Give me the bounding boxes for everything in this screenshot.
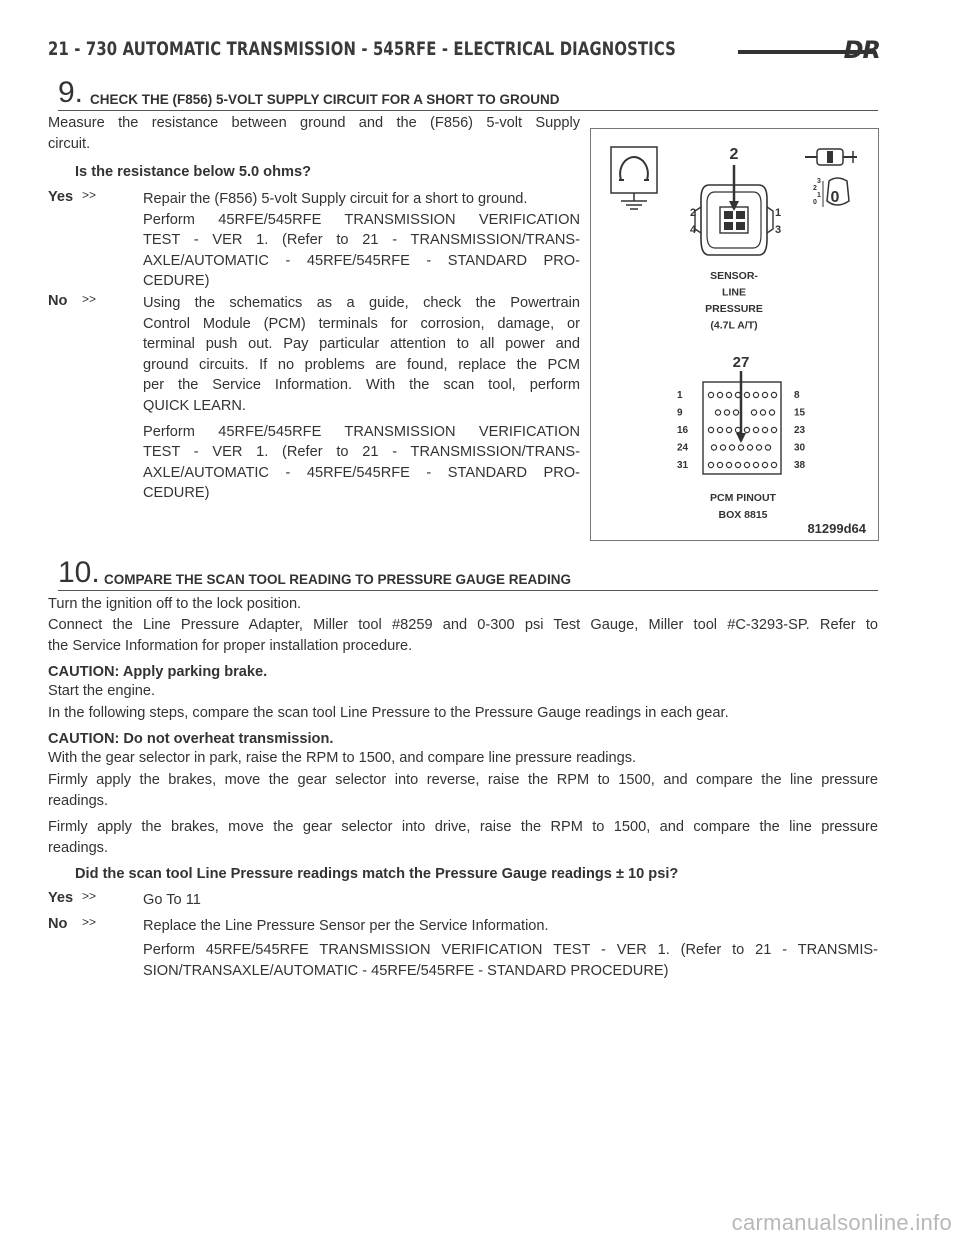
svg-text:0: 0 <box>830 189 840 206</box>
text-line: per the Service Information. With the scan tool, perform <box>143 377 580 394</box>
pcm-pin-hole <box>762 427 767 432</box>
text-line: CEDURE) <box>143 273 210 290</box>
text-line: TEST - VER 1. (Refer to 21 - TRANSMISSION/TRANS- <box>143 232 580 249</box>
text-line: terminal push out. Pay particular attention to all power and <box>143 336 580 353</box>
callout-27: 27 <box>732 354 750 371</box>
text-line: ground circuits. If no problems are found, replace the PCM <box>143 356 580 373</box>
caution-parking-brake: CAUTION: Apply parking brake. <box>48 664 268 680</box>
arrow-icon: >> <box>82 889 97 903</box>
no-label: No <box>48 916 68 932</box>
sensor-connector <box>695 165 773 255</box>
pcm-pin-hole <box>751 410 756 415</box>
pcm-pin-hole <box>708 427 713 432</box>
pcm-pin-hole <box>724 410 729 415</box>
pcm-pin-left: 31 <box>677 460 689 471</box>
meter-scale-tick: 3 <box>817 178 821 185</box>
step-10-yes-text: Go To 11 <box>143 892 201 908</box>
pcm-pin-right: 30 <box>794 442 806 454</box>
step-10-p6-line1: Firmly apply the brakes, move the gear selector into reverse, raise the RPM to 1500, and compare the line pressure <box>48 772 878 788</box>
arrow-icon: >> <box>82 188 97 202</box>
pcm-pin-hole <box>765 445 770 450</box>
step-10-p1: Turn the ignition off to the lock position. <box>48 596 302 612</box>
pcm-pin-hole <box>726 427 731 432</box>
pcm-pin-hole <box>717 392 722 397</box>
wiring-figure <box>590 128 879 541</box>
pcm-pin-hole <box>744 392 749 397</box>
pcm-pin-hole <box>769 410 774 415</box>
meter-scale-tick: 1 <box>817 192 821 199</box>
meter-scale-icon <box>823 178 849 207</box>
pcm-pin-hole <box>747 445 752 450</box>
sensor-pin-label: 1 <box>774 207 782 219</box>
pcm-pin-hole <box>726 462 731 467</box>
step-10-p3: Start the engine. <box>48 683 156 699</box>
pcm-label-line: PCM PINOUT <box>710 492 776 504</box>
sensor-pin-label: 4 <box>689 224 697 236</box>
step-10-p2-line1: Connect the Line Pressure Adapter, Miller tool #8259 and 0-300 psi Test Gauge, Miller tool #C-3293-SP. Refer to <box>48 617 878 633</box>
step-10-question: Did the scan tool Line Pressure readings match the Pressure Gauge readings ± 10 psi? <box>75 866 679 882</box>
pcm-pin-hole <box>756 445 761 450</box>
pcm-pin-left: 16 <box>677 425 689 436</box>
pcm-pin-right: 23 <box>794 425 806 436</box>
header-model: DR <box>843 36 880 64</box>
sensor-label-line: (4.7L A/T) <box>710 319 758 332</box>
pcm-pin-right: 38 <box>794 460 806 471</box>
pcm-pin-hole <box>760 410 765 415</box>
sensor-pin-label: 3 <box>774 224 782 236</box>
text-line: Perform 45RFE/545RFE TRANSMISSION VERIFICATION <box>143 423 580 440</box>
step-10-title: COMPARE THE SCAN TOOL READING TO PRESSURE GAUGE READING <box>104 572 572 587</box>
step-10-p2-line2: the Service Information for proper installation procedure. <box>48 638 413 654</box>
step-10-p7-line2: readings. <box>48 840 109 856</box>
pcm-label-line: BOX 8815 <box>718 509 768 521</box>
pcm-pin-hole <box>711 445 716 450</box>
yes-label: Yes <box>48 890 74 906</box>
text-line: AXLE/AUTOMATIC - 45RFE/545RFE - STANDARD PRO- <box>143 464 580 481</box>
meter-scale-tick: 2 <box>813 185 817 192</box>
step-9-intro-line1: Measure the resistance between ground and the (F856) 5-volt Supply <box>48 115 580 131</box>
page-header <box>48 38 880 68</box>
pcm-pin-hole <box>738 445 743 450</box>
text-line: QUICK LEARN. <box>143 398 246 414</box>
step-9-number: 9. <box>58 76 84 109</box>
pcm-pin-hole <box>720 445 725 450</box>
step-9-intro-line2: circuit. <box>48 136 91 152</box>
pcm-pin-hole <box>771 392 776 397</box>
caution-overheat: CAUTION: Do not overheat transmission. <box>48 731 334 747</box>
pcm-pin-hole <box>717 462 722 467</box>
sensor-label-line: PRESSURE <box>705 303 763 315</box>
text-line: CEDURE) <box>143 485 210 502</box>
step-10-heading <box>58 556 878 591</box>
pcm-pin-hole <box>735 462 740 467</box>
pcm-pin-left: 9 <box>677 407 683 419</box>
probe-icon <box>805 149 857 165</box>
pcm-pin-hole <box>708 462 713 467</box>
header-title: 21 - 730 AUTOMATIC TRANSMISSION - 545RFE - ELECTRICAL DIAGNOSTICS <box>48 38 676 60</box>
pcm-pin-hole <box>733 410 738 415</box>
pcm-pin-right: 15 <box>794 407 806 419</box>
text-line: AXLE/AUTOMATIC - 45RFE/545RFE - STANDARD PRO- <box>143 252 580 269</box>
step-10-yes <box>48 888 97 909</box>
step-10-no-line1: Replace the Line Pressure Sensor per the Service Information. <box>143 918 549 934</box>
step-9-question: Is the resistance below 5.0 ohms? <box>75 164 312 180</box>
step-10-no <box>48 914 97 935</box>
step-10-p7-line1: Firmly apply the brakes, move the gear selector into drive, raise the RPM to 1500, and compare the line pressure <box>48 819 878 835</box>
arrow-icon: >> <box>82 915 97 929</box>
step-9-heading <box>58 76 878 111</box>
pcm-pin-hole <box>744 462 749 467</box>
pcm-pin-hole <box>717 427 722 432</box>
callout-2: 2 <box>729 146 739 163</box>
step-9-no <box>48 291 97 312</box>
step-10-no-line3: SION/TRANSAXLE/AUTOMATIC - 45RFE/545RFE - STANDARD PROCEDURE) <box>143 963 669 979</box>
sensor-label-line: SENSOR- <box>710 270 758 282</box>
pcm-pin-hole <box>726 392 731 397</box>
step-10-p4: In the following steps, compare the scan tool Line Pressure to the Pressure Gauge readings in each gear. <box>48 705 729 721</box>
step-10-no-line2: Perform 45RFE/545RFE TRANSMISSION VERIFICATION TEST - VER 1. (Refer to 21 - TRANSMIS- <box>143 942 878 958</box>
ohmmeter-icon <box>611 147 657 209</box>
pcm-pin-hole <box>753 462 758 467</box>
text-line: Perform 45RFE/545RFE TRANSMISSION VERIFICATION <box>143 211 580 228</box>
pcm-pin-right: 8 <box>794 390 800 401</box>
pcm-pin-hole <box>708 392 713 397</box>
pcm-pin-hole <box>762 392 767 397</box>
arrow-icon: >> <box>82 292 97 306</box>
pcm-pin-left: 1 <box>677 390 683 401</box>
text-line: TEST - VER 1. (Refer to 21 - TRANSMISSION/TRANS- <box>143 444 580 461</box>
step-9-yes <box>48 187 97 208</box>
pcm-pin-hole <box>753 392 758 397</box>
text-line: Control Module (PCM) terminals for corrosion, damage, or <box>143 315 580 332</box>
yes-label: Yes <box>48 189 74 205</box>
step-9-title: CHECK THE (F856) 5-VOLT SUPPLY CIRCUIT FOR A SHORT TO GROUND <box>90 92 560 107</box>
pcm-pin-hole <box>762 462 767 467</box>
pcm-pin-hole <box>771 462 776 467</box>
pcm-pin-hole <box>771 427 776 432</box>
meter-scale-tick: 0 <box>813 199 817 206</box>
watermark: carmanualsonline.info <box>731 1210 952 1235</box>
svg-text:81299d64: 81299d64 <box>807 521 866 536</box>
step-10-number: 10. <box>58 556 100 589</box>
pcm-pin-hole <box>753 427 758 432</box>
pcm-pin-hole <box>715 410 720 415</box>
text-line: Using the schematics as a guide, check the Powertrain <box>143 295 580 311</box>
connector-diagram <box>591 129 878 540</box>
step-10-p5: With the gear selector in park, raise the RPM to 1500, and compare line pressure readings. <box>48 750 637 766</box>
step-10-p6-line2: readings. <box>48 793 109 809</box>
pcm-pin-hole <box>744 427 749 432</box>
sensor-pin-label: 2 <box>689 207 697 219</box>
pcm-pin-hole <box>729 445 734 450</box>
no-label: No <box>48 293 68 309</box>
sensor-label-line: LINE <box>722 286 746 299</box>
text-line: Repair the (F856) 5-volt Supply circuit for a short to ground. <box>143 191 528 207</box>
pcm-pin-left: 24 <box>677 442 689 454</box>
